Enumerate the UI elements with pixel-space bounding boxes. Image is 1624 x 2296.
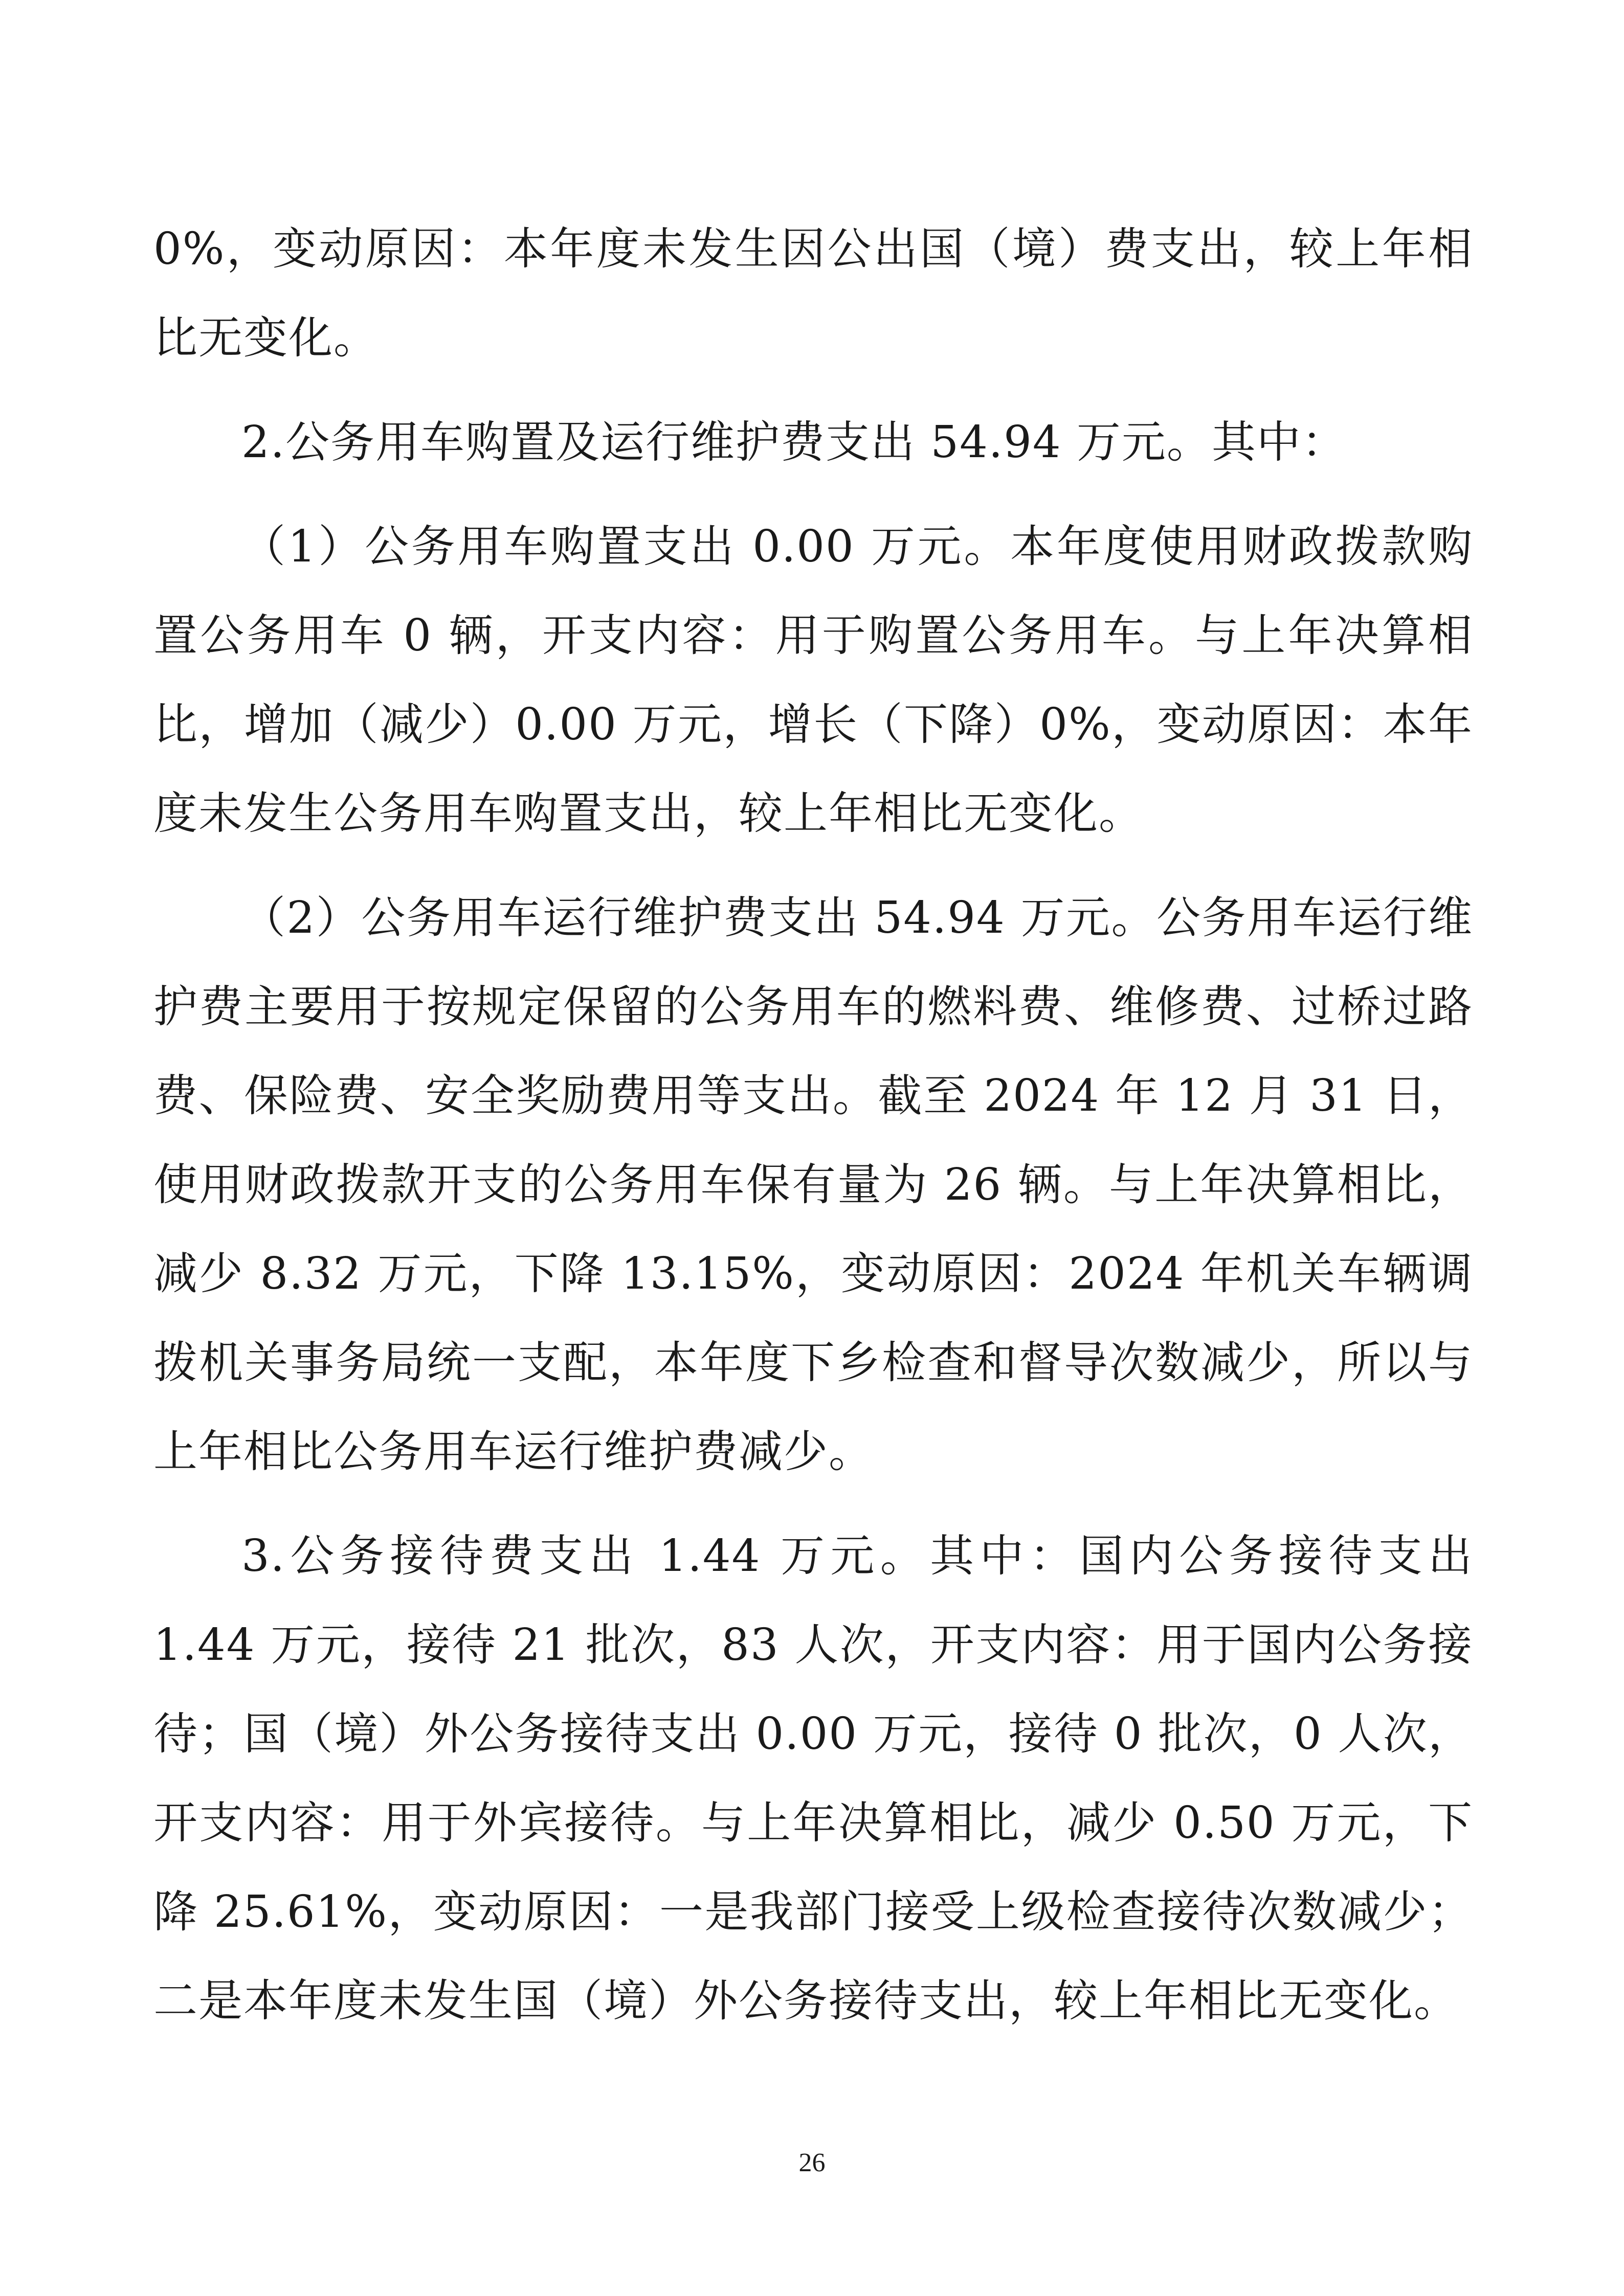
paragraph-vehicle-maintenance: （2）公务用车运行维护费支出 54.94 万元。公务用车运行维护费主要用于按规定保留的公务用车的燃料费、维修费、过桥过路费、保险费、安全奖励费用等支出。截至 2024 年 12 月 31 日，使用财政拨款开支的公务用车保有量为 26 辆。与上年决算相比，减少 8.32 万元，下降 13.15%，变动原因：2024 年机关车辆调拨机关事务局统一支配，本年度下乡检查和督导次数减少，所以与上年相比公务用车运行维护费减少。 — [153, 892, 1473, 1477]
paragraph-vehicle-expenses: 2.公务用车购置及运行维护费支出 54.94 万元。其中： — [241, 417, 1347, 468]
paragraph-reception-expenses: 3.公务接待费支出 1.44 万元。其中：国内公务接待支出 1.44 万元，接待 21 批次，83 人次，开支内容：用于国内公务接待；国（境）外公务接待支出 0.00 万元，接待 0 批次，0 人次，开支内容：用于外宾接待。与上年决算相比，减少 0.50 万元，下降 25.61%，变动原因：一是我部门接受上级检查接待次数减少；二是本年度未发生国（境）外公务接待支出，较上年相比无变化。 — [153, 1530, 1473, 2027]
page-number: 26 — [798, 2148, 826, 2177]
paragraph-vehicle-purchase: （1）公务用车购置支出 0.00 万元。本年度使用财政拨款购置公务用车 0 辆，开支内容：用于购置公务用车。与上年决算相比，增加（减少）0.00 万元，增长（下降）0%，变动原因：本年度未发生公务用车购置支出，较上年相比无变化。 — [153, 521, 1473, 839]
document-body — [153, 205, 1473, 2061]
paragraph-continuation: 0%，变动原因：本年度未发生因公出国（境）费支出，较上年相比无变化。 — [153, 223, 1473, 364]
